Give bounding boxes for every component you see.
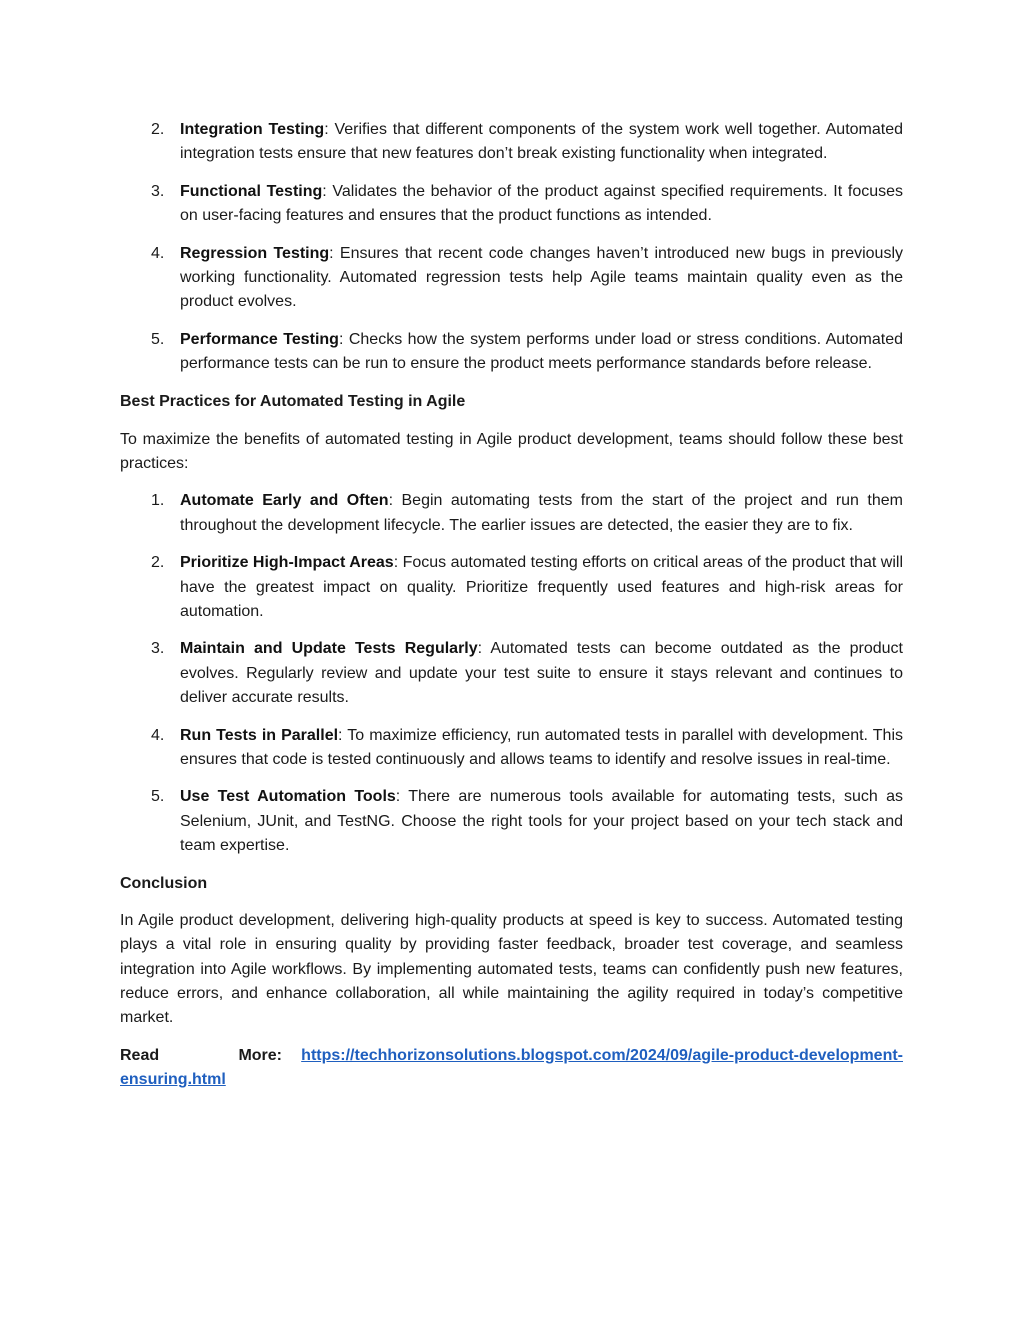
document-page bbox=[120, 118, 903, 1092]
list-item-title: Regression Testing bbox=[180, 244, 330, 262]
list-item-title: Automate Early and Often bbox=[180, 492, 389, 510]
read-more-link-continuation[interactable]: ensuring.html bbox=[120, 1071, 226, 1088]
conclusion-paragraph: In Agile product development, delivering high-quality products at speed is key to success. Automated testing plays a vital role in ensuring quality by providing faster feedback, broader test coverage, and seamless integration into Agile workflows. By implementing automated tests, teams can confidently push new features, reduce errors, and enhance collaboration, all while maintaining the agility required in today’s competitive market. bbox=[120, 912, 903, 1027]
list-item-title: Run Tests in Parallel bbox=[180, 726, 339, 744]
list-item bbox=[120, 724, 903, 772]
list-item-title: Prioritize High-Impact Areas bbox=[180, 554, 394, 572]
read-more-row bbox=[120, 1044, 903, 1068]
best-practices-heading: Best Practices for Automated Testing in Agile bbox=[120, 392, 466, 410]
list-item-text: : Ensures that recent code changes haven’t introduced new bugs in previously working functionality. Automated regression tests help Agile teams maintain quality even as the product evolves. bbox=[180, 244, 903, 311]
list-number: 3. bbox=[151, 640, 165, 658]
list-item bbox=[120, 637, 903, 710]
list-item-text: : Automated tests can become outdated as the product evolves. Regularly review and update your test suite to ensure it stays relevant and continues to deliver accurate results. bbox=[180, 640, 903, 706]
list-item-text: : Verifies that different components of the system work well together. Automated integration tests ensure that new features don’t break existing functionality when integrated. bbox=[180, 121, 904, 163]
best-practices-intro: To maximize the benefits of automated testing in Agile product development, teams should follow these best practices: bbox=[120, 430, 903, 472]
list-item bbox=[120, 118, 903, 166]
list-number: 2. bbox=[151, 554, 165, 572]
testing-types-list bbox=[120, 118, 903, 376]
list-item-text: : Focus automated testing efforts on critical areas of the product that will have the greatest impact on quality. Prioritize frequently used features and high-risk areas for automation. bbox=[180, 554, 903, 620]
list-number: 4. bbox=[151, 244, 165, 262]
read-more-link[interactable]: https://techhorizonsolutions.blogspot.com/2024/09/agile-product-development- bbox=[301, 1046, 903, 1064]
list-number: 3. bbox=[151, 182, 165, 200]
list-item bbox=[120, 489, 903, 537]
list-item-title: Functional Testing bbox=[180, 182, 323, 200]
list-item-title: Use Test Automation Tools bbox=[180, 788, 396, 806]
conclusion-heading: Conclusion bbox=[120, 874, 208, 892]
list-item-text: : Begin automating tests from the start of the project and run them throughout the development lifecycle. The earlier issues are detected, the easier they are to fix. bbox=[180, 492, 903, 534]
read-more bbox=[120, 1044, 903, 1092]
list-item bbox=[120, 242, 903, 315]
list-item-text: : Checks how the system performs under load or stress conditions. Automated performance tests can be run to ensure the product meets performance standards before release. bbox=[180, 330, 904, 373]
list-item bbox=[120, 551, 903, 624]
list-number: 1. bbox=[151, 492, 165, 510]
list-item-title: Maintain and Update Tests Regularly bbox=[180, 640, 478, 658]
list-item-text: : There are numerous tools available for automating tests, such as Selenium, JUnit, and TestNG. Choose the right tools for your project based on your tech stack and team expertise. bbox=[180, 788, 903, 854]
list-item bbox=[120, 785, 903, 858]
list-item bbox=[120, 328, 903, 376]
read-more-label bbox=[120, 1044, 282, 1068]
list-item-text: : Validates the behavior of the product against specified requirements. It focuses on user-facing features and ensures that the product functions as intended. bbox=[180, 182, 904, 225]
list-number: 2. bbox=[151, 121, 165, 138]
list-number: 5. bbox=[151, 330, 165, 348]
list-item-title: Performance Testing bbox=[180, 330, 339, 348]
read-more-label-word: More: bbox=[238, 1046, 282, 1064]
best-practices-list bbox=[120, 489, 903, 858]
list-number: 5. bbox=[151, 788, 165, 806]
list-item-text: : To maximize efficiency, run automated tests in parallel with development. This ensures that code is tested continuously and allows teams to identify and resolve issues in real-time. bbox=[180, 726, 903, 768]
list-item-title: Integration Testing bbox=[180, 121, 325, 138]
read-more-label-word: Read bbox=[120, 1046, 160, 1064]
read-more-link-continuation-row bbox=[120, 1068, 903, 1092]
list-item bbox=[120, 180, 903, 228]
list-number: 4. bbox=[151, 726, 165, 744]
